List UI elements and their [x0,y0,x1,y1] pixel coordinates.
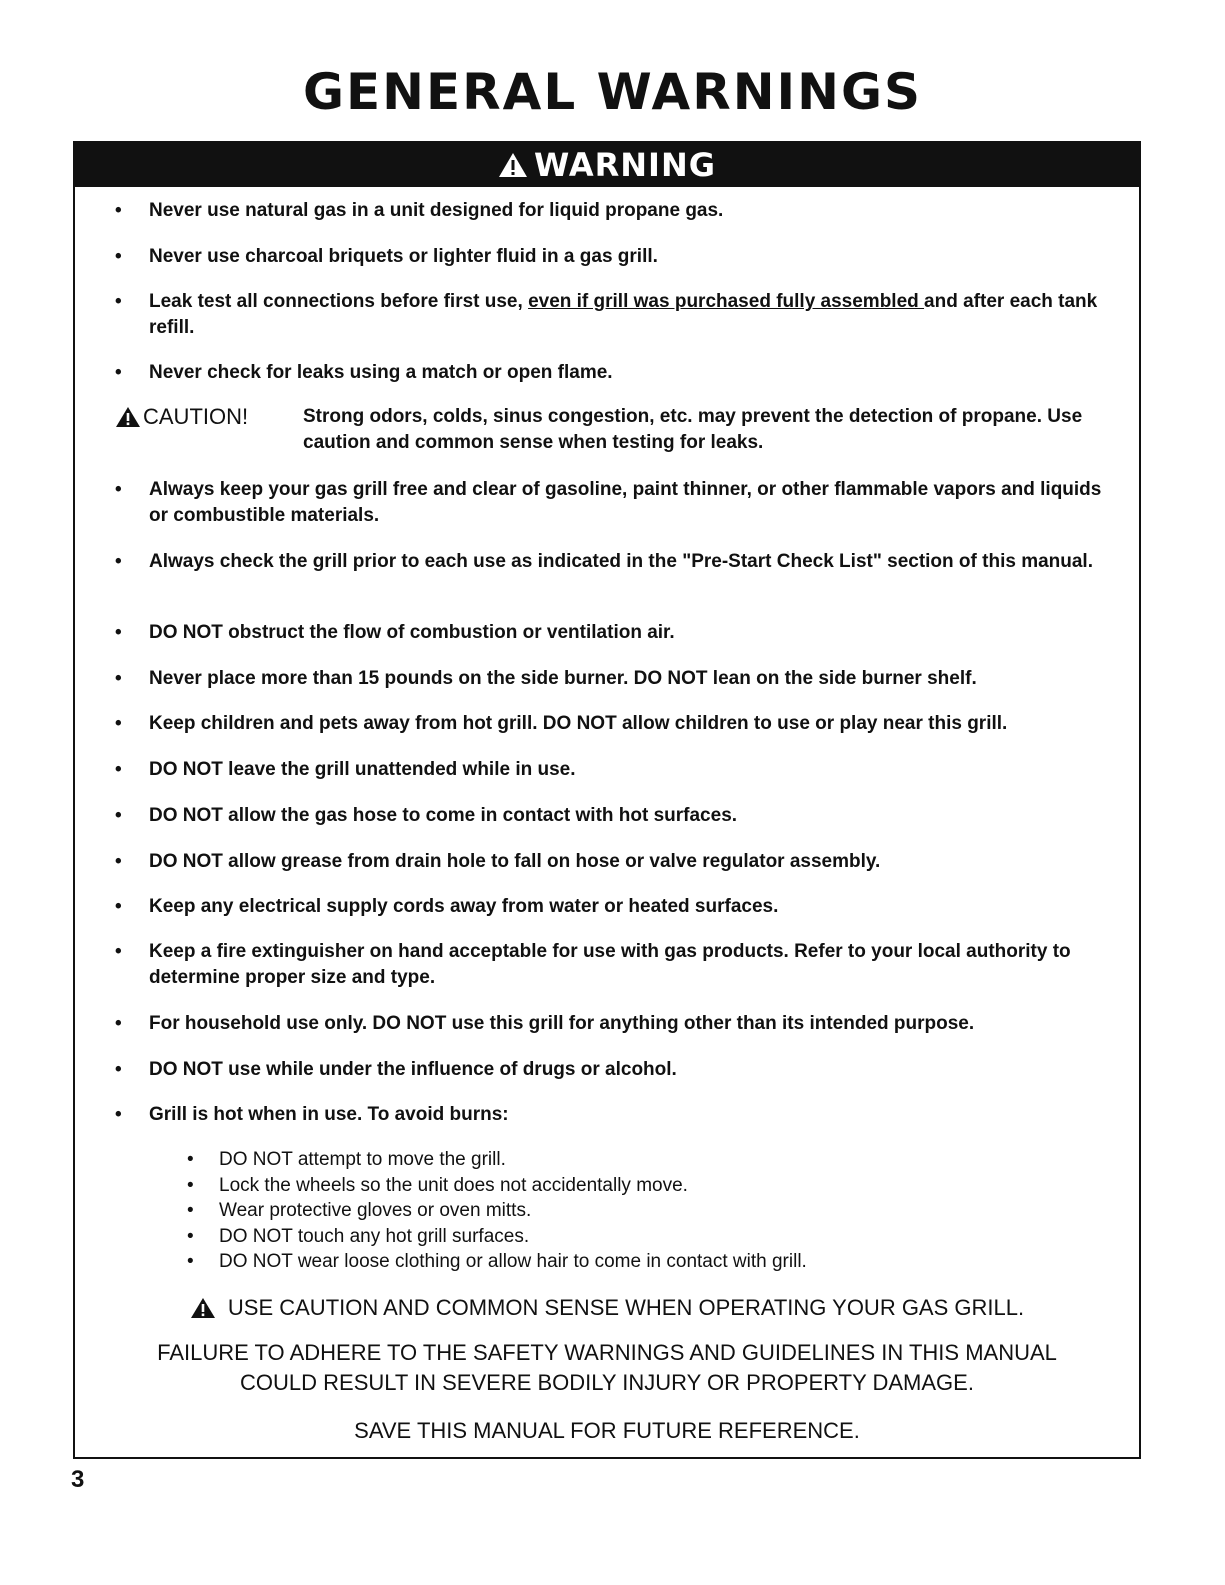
list-item [115,666,1105,692]
bullet: • [115,200,122,221]
sub-list-item-text: Lock the wheels so the unit does not accidentally move. [219,1174,688,1196]
failure-line-1: FAILURE TO ADHERE TO THE SAFETY WARNINGS AND GUIDELINES IN THIS MANUAL [157,1340,1057,1365]
list-item [115,803,1105,829]
caution-block [115,404,1105,456]
bullet: • [115,1104,122,1125]
sub-list-item-text: DO NOT attempt to move the grill. [219,1149,506,1170]
list-item [115,757,1105,783]
bullet: • [115,805,122,826]
page-number: 3 [71,1466,85,1493]
bullet: • [115,1013,122,1034]
list-item-text: Always keep your gas grill free and clear of gasoline, paint thinner, or other flammable vapors and liquids or combustible materials. [149,479,1102,526]
list-item-text: DO NOT allow the gas hose to come in contact with hot surfaces. [149,805,738,826]
bullet: • [115,622,122,643]
bullet: • [115,759,122,780]
bullet: • [187,1174,194,1196]
list-item-text: Keep any electrical supply cords away from water or heated surfaces. [149,896,779,917]
leak-test-emphasis: even if grill was purchased fully assembled [528,291,925,312]
sub-list-item [187,1147,807,1173]
list-item [115,198,1105,224]
list-item [115,360,1105,386]
save-manual-line: SAVE THIS MANUAL FOR FUTURE REFERENCE. [354,1418,860,1443]
list-item [115,620,1105,646]
warning-header-label: WARNING [534,146,716,184]
failure-line-2: COULD RESULT IN SEVERE BODILY INJURY OR PROPERTY DAMAGE. [240,1370,974,1395]
warning-triangle-icon [498,152,528,178]
leak-test-text-end: and after each tank refill. [149,291,1098,338]
list-item [115,1102,1105,1128]
bullet: • [115,668,122,689]
list-item-text: DO NOT allow grease from drain hole to fall on hose or valve regulator assembly. [149,851,881,872]
list-item [115,477,1105,529]
burn-precautions-list [187,1147,807,1275]
sub-list-item [187,1198,807,1224]
page-title: GENERAL WARNINGS [302,63,923,121]
list-item-text: DO NOT use while under the influence of drugs or alcohol. [149,1059,677,1080]
list-item [115,849,1105,875]
list-item-text: Never use charcoal briquets or lighter fluid in a gas grill. [149,246,658,267]
sub-list-item [187,1173,807,1199]
list-item [115,894,1105,920]
bullet: • [115,551,122,572]
bullet: • [187,1251,194,1272]
bullet: • [115,896,122,917]
warning-box [73,141,1141,1459]
use-caution-line [75,1293,1139,1323]
caution-label [115,404,248,430]
warning-header [75,143,1139,187]
caution-text: Strong odors, colds, sinus congestion, etc. may prevent the detection of propane. Use caution and common sense when testing for leaks. [303,406,1083,453]
bullet: • [115,479,122,500]
caution-label-text: CAUTION! [143,404,249,429]
list-item [115,939,1105,991]
list-item-text: Keep a fire extinguisher on hand acceptable for use with gas products. Refer to your local authority to determine proper size and type. [149,941,1071,988]
list-item-text: Always check the grill prior to each use as indicated in the "Pre-Start Check List" section of this manual. [149,551,1093,572]
sub-list-item [187,1249,807,1275]
sub-list-item-text: DO NOT touch any hot grill surfaces. [219,1225,530,1247]
bullet: • [115,713,122,734]
list-item-text: Never use natural gas in a unit designed for liquid propane gas. [149,200,724,221]
list-item-text: DO NOT leave the grill unattended while in use. [149,759,576,780]
bullet: • [115,1059,122,1080]
list-item [115,1011,1105,1037]
list-item-text: DO NOT obstruct the flow of combustion or ventilation air. [149,622,675,643]
caution-triangle-icon [190,1297,216,1319]
sub-list-item-text: DO NOT wear loose clothing or allow hair to come in contact with grill. [219,1251,807,1272]
list-item-text: For household use only. DO NOT use this grill for anything other than its intended purpose. [149,1013,975,1034]
list-item [115,244,1105,270]
bullet: • [115,851,122,872]
list-item [115,289,1105,341]
list-item-text [149,289,1105,341]
bullet: • [115,941,122,962]
list-item [115,711,1105,737]
list-item [115,1057,1105,1083]
bullet: • [115,291,122,312]
bullet: • [187,1225,194,1247]
caution-triangle-icon [115,406,141,428]
bullet: • [115,246,122,267]
bullet: • [187,1149,194,1170]
sub-list-item-text: Wear protective gloves or oven mitts. [219,1200,532,1221]
list-item-text: Grill is hot when in use. To avoid burns: [149,1104,509,1125]
list-item-text: Never place more than 15 pounds on the side burner. DO NOT lean on the side burner shelf. [149,668,977,689]
use-caution-text: USE CAUTION AND COMMON SENSE WHEN OPERATING YOUR GAS GRILL. [227,1295,1025,1320]
sub-list-item [187,1224,807,1250]
bullet: • [115,362,122,383]
leak-test-text: Leak test all connections before first use, [149,291,529,312]
list-item-text: Never check for leaks using a match or open flame. [149,362,613,383]
list-item-text: Keep children and pets away from hot grill. DO NOT allow children to use or play near this grill. [149,713,1008,734]
bullet: • [187,1200,194,1221]
list-item [115,549,1105,575]
